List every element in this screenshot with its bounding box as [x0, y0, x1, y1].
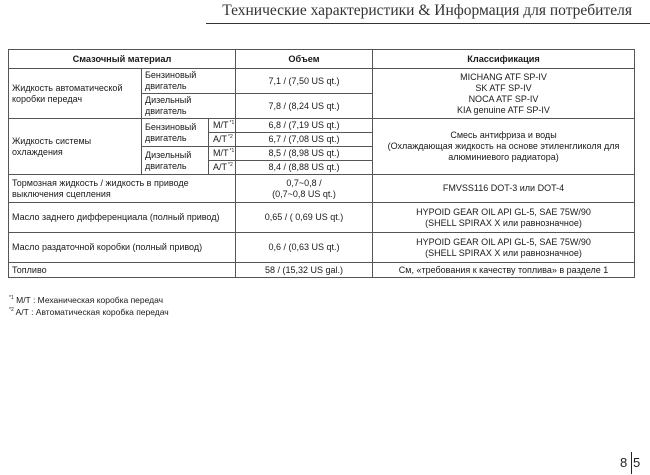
coolant-name: Жидкость системы охлаждения — [9, 119, 142, 175]
header-rule — [206, 23, 650, 24]
header-title: Технические характеристики & Информация для потребителя — [222, 2, 632, 19]
section-number: 8 — [620, 455, 628, 470]
atf-diesel-volume: 7,8 / (8,24 US qt.) — [236, 94, 373, 119]
rear-diff-volume: 0,65 / ( 0,69 US qt.) — [236, 203, 373, 233]
coolant-gas-mt-volume: 6,8 / (7,19 US qt.) — [236, 119, 373, 133]
transfer-volume: 0,6 / (0,63 US qt.) — [236, 233, 373, 263]
fuel-name: Топливо — [9, 263, 236, 278]
table-header-row — [9, 50, 635, 69]
footnote-at: $^{*2}$ A/T : Автоматическая коробка передач — [9, 307, 169, 317]
coolant-dsl-mt-label: $M/T^{*1}$ — [209, 147, 236, 161]
table-row — [9, 233, 635, 263]
page-number-value: 5 — [633, 455, 641, 470]
table-row — [9, 263, 635, 278]
atf-name: Жидкость автоматической коробки передач — [9, 69, 142, 119]
transfer-class-line: (SHELL SPIRAX X или равнозначное) — [425, 247, 582, 258]
atf-class-line: KIA genuine ATF SP-IV — [457, 104, 550, 115]
coolant-dsl-mt-volume: 8,5 / (8,98 US qt.) — [236, 147, 373, 161]
rear-diff-class-line: HYPOID GEAR OIL API GL-5, SAE 75W/90 — [416, 206, 591, 217]
table-row — [9, 69, 635, 94]
atf-classification — [373, 69, 635, 119]
coolant-gas-at-volume: 6,7 / (7,08 US qt.) — [236, 133, 373, 147]
coolant-class-line: алюминиевого радиатора) — [448, 152, 559, 162]
atf-class-line: NOCA ATF SP-IV — [468, 93, 539, 104]
fuel-classification: См, «требования к качеству топлива» в разделе 1 — [373, 263, 635, 278]
atf-class-line: MICHANG ATF SP-IV — [460, 71, 547, 82]
coolant-classification — [373, 119, 635, 175]
col-header-lubricant: Смазочный материал — [9, 50, 236, 69]
rear-diff-classification — [373, 203, 635, 233]
page-divider — [631, 452, 632, 474]
atf-gasoline-label: Бензиновый двигатель — [142, 69, 236, 94]
brake-volume-line: 0,7~0,8 / — [286, 177, 322, 188]
transfer-name: Масло раздаточной коробки (полный привод) — [9, 233, 236, 263]
table-row — [9, 119, 635, 133]
footnotes — [8, 294, 169, 318]
table-row — [9, 175, 635, 203]
col-header-classification: Классификация — [373, 50, 635, 69]
page-number — [596, 448, 641, 474]
coolant-gas-at-label: $A/T^{*2}$ — [209, 133, 236, 147]
atf-gasoline-volume: 7,1 / (7,50 US qt.) — [236, 69, 373, 94]
coolant-gas-mt-label: $M/T^{*1}$ — [209, 119, 236, 133]
coolant-class-line: (Охлаждающая жидкость на основе этиленгликоля для — [387, 141, 620, 151]
transfer-classification — [373, 233, 635, 263]
fuel-volume: 58 / (15,32 US gal.) — [236, 263, 373, 278]
atf-diesel-label: Дизельный двигатель — [142, 94, 236, 119]
table-row — [9, 203, 635, 233]
rear-diff-class-line: (SHELL SPIRAX X или равнозначное) — [425, 217, 582, 228]
footnote-mt: $^{*1}$ M/T : Механическая коробка передач — [9, 295, 164, 305]
brake-volume — [236, 175, 373, 203]
brake-classification: FMVSS116 DOT-3 или DOT-4 — [373, 175, 635, 203]
page-header — [0, 0, 650, 26]
coolant-dsl-at-label: $A/T^{*2}$ — [209, 161, 236, 175]
rear-diff-name: Масло заднего дифференциала (полный привод) — [9, 203, 236, 233]
coolant-dsl-at-volume: 8,4 / (8,88 US qt.) — [236, 161, 373, 175]
coolant-class-line: Смесь антифриза и воды — [450, 130, 557, 140]
atf-class-line: SK ATF SP-IV — [475, 82, 532, 93]
col-header-volume: Объем — [236, 50, 373, 69]
lubricant-table — [8, 49, 635, 278]
coolant-gasoline-label: Бензиновый двигатель — [142, 119, 209, 147]
coolant-diesel-label: Дизельный двигатель — [142, 147, 209, 175]
transfer-class-line: HYPOID GEAR OIL API GL-5, SAE 75W/90 — [416, 236, 591, 247]
brake-name: Тормозная жидкость / жидкость в приводе выключения сцепления — [9, 175, 236, 203]
brake-volume-line: (0,7~0,8 US qt.) — [272, 188, 336, 199]
